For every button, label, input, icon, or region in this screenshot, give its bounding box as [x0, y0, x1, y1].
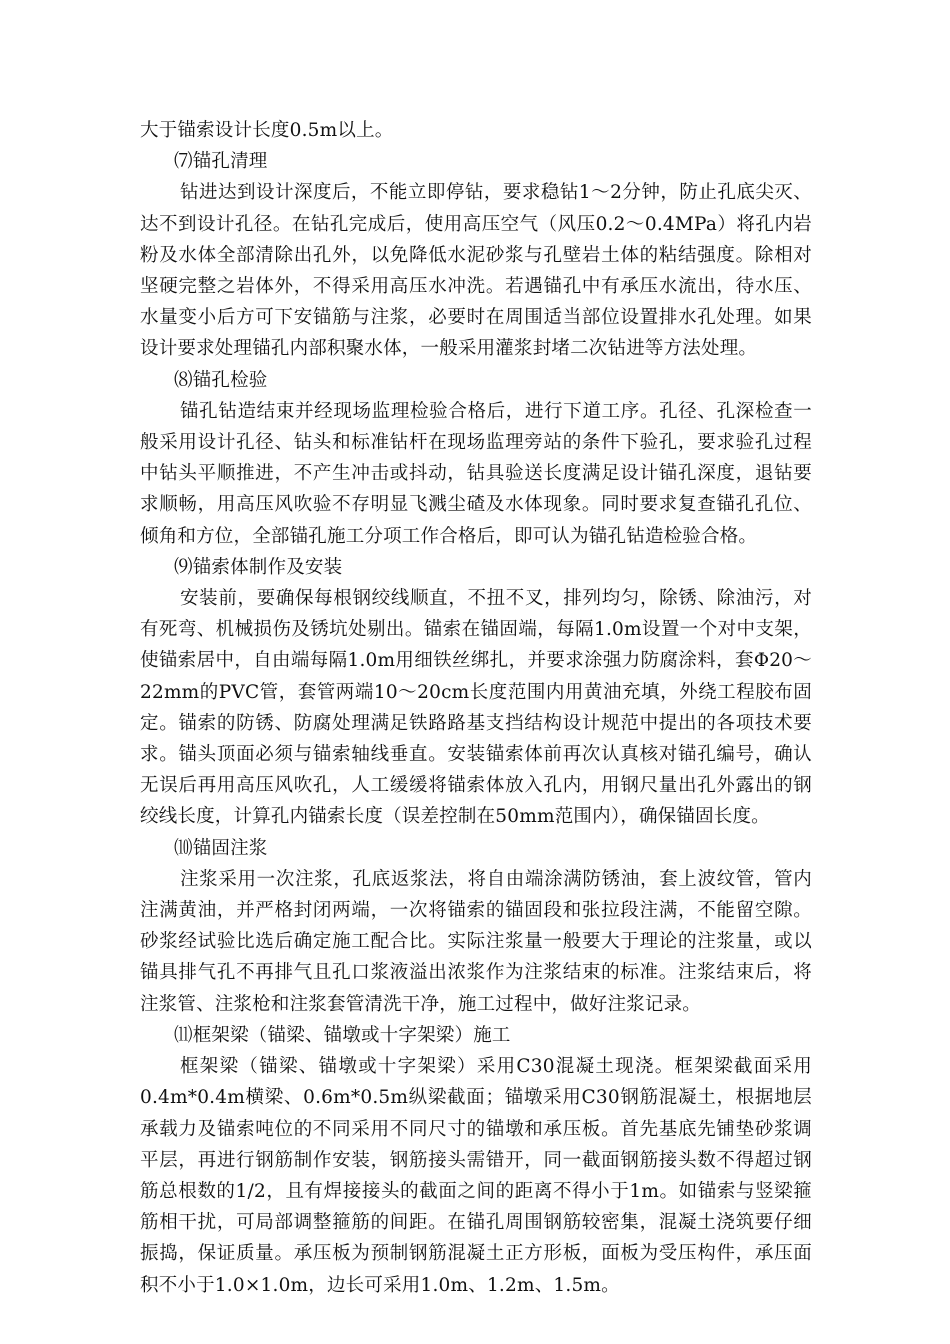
section-heading-8: ⑻锚孔检验: [174, 369, 268, 391]
paragraph-frame-beam-construction: 框架梁（锚梁、锚墩或十字架梁）采用C30混凝土现浇。框架梁截面采用0.4m*0.4m横梁、0.6m*0.5m纵梁截面；锚墩采用C30钢筋混凝土，根据地层承载力及锚索吨位的不同采用不同尺寸的锚墩和承压板。首先基底先铺垫砂浆调平层，再进行钢筋制作安装，钢筋接头需错开，同一截面钢筋接头数不得超过钢筋总根数的1/2，且有焊接接头的截面之间的距离不得小于1m。如锚索与竖梁箍筋相干扰，可局部调整箍筋的间距。在锚孔周围钢筋较密集，混凝土浇筑要仔细振捣，保证质量。承压板为预制钢筋混凝土正方形板，面板为受压构件，承压面积不小于1.0×1.0m，边长可采用1.0m、1.2m、1.5m。: [140, 1056, 812, 1296]
paragraph-anchor-cable-installation: 安装前，要确保每根钢绞线顺直，不扭不叉，排列均匀，除锈、除油污，对有死弯、机械损伤及锈坑处剔出。锚索在锚固端，每隔1.0m设置一个对中支架，使锚索居中，自由端每隔1.0m用细铁丝绑扎，并要求涂强力防腐涂料，套Φ20～22mm的PVC管，套管两端10～20cm长度范围内用黄油充填，外绕工程胶布固定。锚索的防锈、防腐处理满足铁路路基支挡结构设计规范中提出的各项技术要求。锚头顶面必须与锚索轴线垂直。安装锚索体前再次认真核对锚孔编号，确认无误后再用高压风吹孔，人工缓缓将锚索体放入孔内，用钢尺量出孔外露出的钢绞线长度，计算孔内锚索长度（误差控制在50mm范围内），确保锚固长度。: [140, 588, 812, 828]
paragraph-anchor-hole-cleaning: 钻进达到设计深度后，不能立即停钻，要求稳钻1～2分钟，防止孔底尖灭、达不到设计孔径。在钻孔完成后，使用高压空气（风压0.2～0.4MPa）将孔内岩粉及水体全部清除出孔外，以免降低水泥砂浆与孔壁岩土体的粘结强度。除相对坚硬完整之岩体外，不得采用高压水冲洗。若遇锚孔中有承压水流出，待水压、水量变小后方可下安锚筋与注浆，必要时在周围适当部位设置排水孔处理。如果设计要求处理锚孔内部积聚水体，一般采用灌浆封堵二次钻进等方法处理。: [140, 182, 812, 360]
section-heading-9: ⑼锚索体制作及安装: [174, 556, 343, 578]
section-heading-7: ⑺锚孔清理: [174, 151, 268, 173]
paragraph-anchor-hole-inspection: 锚孔钻造结束并经现场监理检验合格后，进行下道工序。孔径、孔深检查一般采用设计孔径、钻头和标准钻杆在现场监理旁站的条件下验孔，要求验孔过程中钻头平顺推进，不产生冲击或抖动，钻具验送长度满足设计锚孔深度，退钻要求顺畅，用高压风吹验不存明显飞溅尘碴及水体现象。同时要求复查锚孔孔位、倾角和方位，全部锚孔施工分项工作合格后，即可认为锚孔钻造检验合格。: [140, 400, 812, 547]
section-heading-11: ⑾框架梁（锚梁、锚墩或十字架梁）施工: [174, 1024, 511, 1046]
paragraph-anchor-grouting: 注浆采用一次注浆，孔底返浆法，将自由端涂满防锈油，套上波纹管，管内注满黄油，并严格封闭两端，一次将锚索的锚固段和张拉段注满，不能留空隙。砂浆经试验比选后确定施工配合比。实际注浆量一般要大于理论的注浆量，或以锚具排气孔不再排气且孔口浆液溢出浓浆作为注浆结束的标准。注浆结束后，将注浆管、注浆枪和注浆套管清洗干净，施工过程中，做好注浆记录。: [140, 868, 812, 1015]
document-body: [140, 115, 812, 1301]
continuation-text: 大于锚索设计长度0.5m以上。: [140, 120, 394, 141]
section-heading-10: ⑽锚固注浆: [174, 837, 268, 859]
